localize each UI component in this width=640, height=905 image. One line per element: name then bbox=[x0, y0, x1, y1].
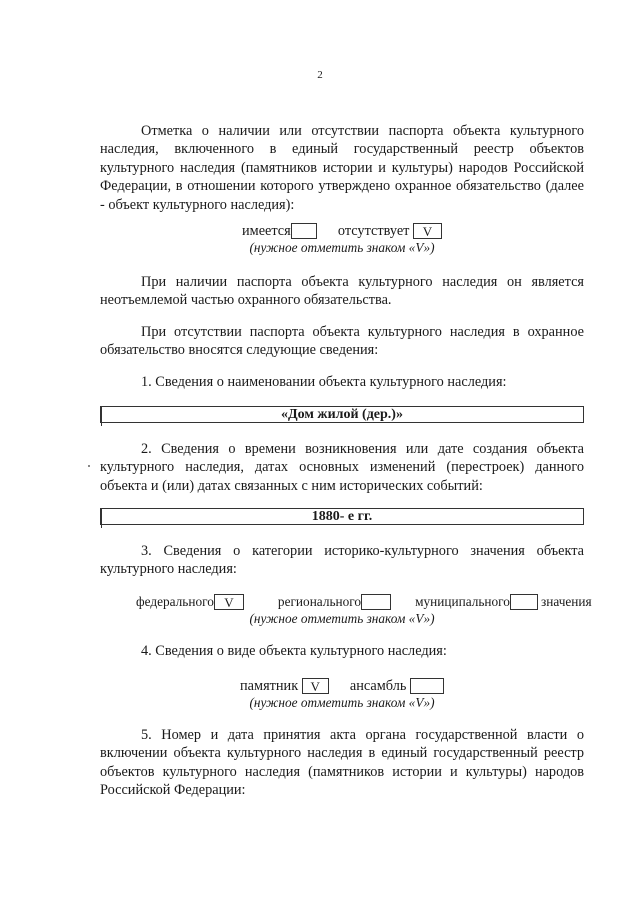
federal-checkbox[interactable]: V bbox=[214, 594, 244, 610]
regional-label: регионального bbox=[277, 594, 362, 609]
passport-absent-label: отсутствует bbox=[337, 223, 410, 239]
section2-heading: 2. Сведения о времени возникновения или дате создания объекта культурного наследия, датах основных изменений (перестроек) данного объекта и (или) датах связанных с ним исторических событий: bbox=[100, 441, 584, 494]
passport-absent-checkbox[interactable]: V bbox=[413, 223, 442, 239]
municipal-checkbox[interactable] bbox=[510, 594, 538, 610]
type-note: (нужное отметить знаком «V») bbox=[249, 695, 435, 710]
passport-checkbox-row bbox=[100, 222, 584, 240]
regional-checkbox[interactable] bbox=[361, 594, 391, 610]
category-note: (нужное отметить знаком «V») bbox=[249, 611, 435, 626]
section5-heading: 5. Номер и дата принятия акта органа государственной власти о включении объекта культурного наследия в единый государственный реестр объектов культурного наследия (памятников истории и культуры) народов Российской Федерации: bbox=[100, 727, 584, 799]
section4-heading: 4. Сведения о виде объекта культурного наследия: bbox=[141, 643, 447, 659]
section1-heading: 1. Сведения о наименовании объекта культурного наследия: bbox=[141, 374, 507, 390]
monument-checkbox[interactable]: V bbox=[302, 678, 329, 694]
ensemble-checkbox[interactable] bbox=[410, 678, 444, 694]
federal-label: федерального bbox=[136, 594, 214, 609]
monument-label: памятник bbox=[240, 678, 299, 694]
ensemble-label: ансамбль bbox=[349, 678, 407, 694]
passport-present-paragraph: При наличии паспорта объекта культурного наследия он является неотъемлемой частью охранного обязательства. bbox=[100, 274, 584, 309]
section1-name-field: «Дом жилой (дер.)» bbox=[100, 406, 584, 423]
significance-suffix: значения bbox=[540, 594, 592, 609]
passport-absent-paragraph: При отсутствии паспорта объекта культурного наследия в охранное обязательство вносятся следующие сведения: bbox=[100, 324, 584, 359]
passport-has-checkbox[interactable] bbox=[291, 223, 317, 239]
municipal-label: муниципального bbox=[415, 594, 510, 609]
intro-paragraph: Отметка о наличии или отсутствии паспорта объекта культурного наследия, включенного в единый государственный реестр объектов культурного наследия (памятников истории и культуры) народов Российской Федерации, в отношении которого утверждено охранное обязательство (далее - объект культурного наследия): bbox=[100, 123, 584, 213]
margin-mark bbox=[88, 465, 90, 467]
type-checkbox-row bbox=[100, 677, 584, 695]
section2-date-field: 1880- е гг. bbox=[100, 508, 584, 525]
category-checkbox-row bbox=[136, 593, 606, 611]
section3-heading: 3. Сведения о категории историко-культурного значения объекта культурного наследия: bbox=[100, 543, 584, 578]
passport-note: (нужное отметить знаком «V») bbox=[249, 240, 435, 255]
page-number: 2 bbox=[317, 69, 323, 81]
passport-has-label: имеется bbox=[242, 223, 291, 239]
